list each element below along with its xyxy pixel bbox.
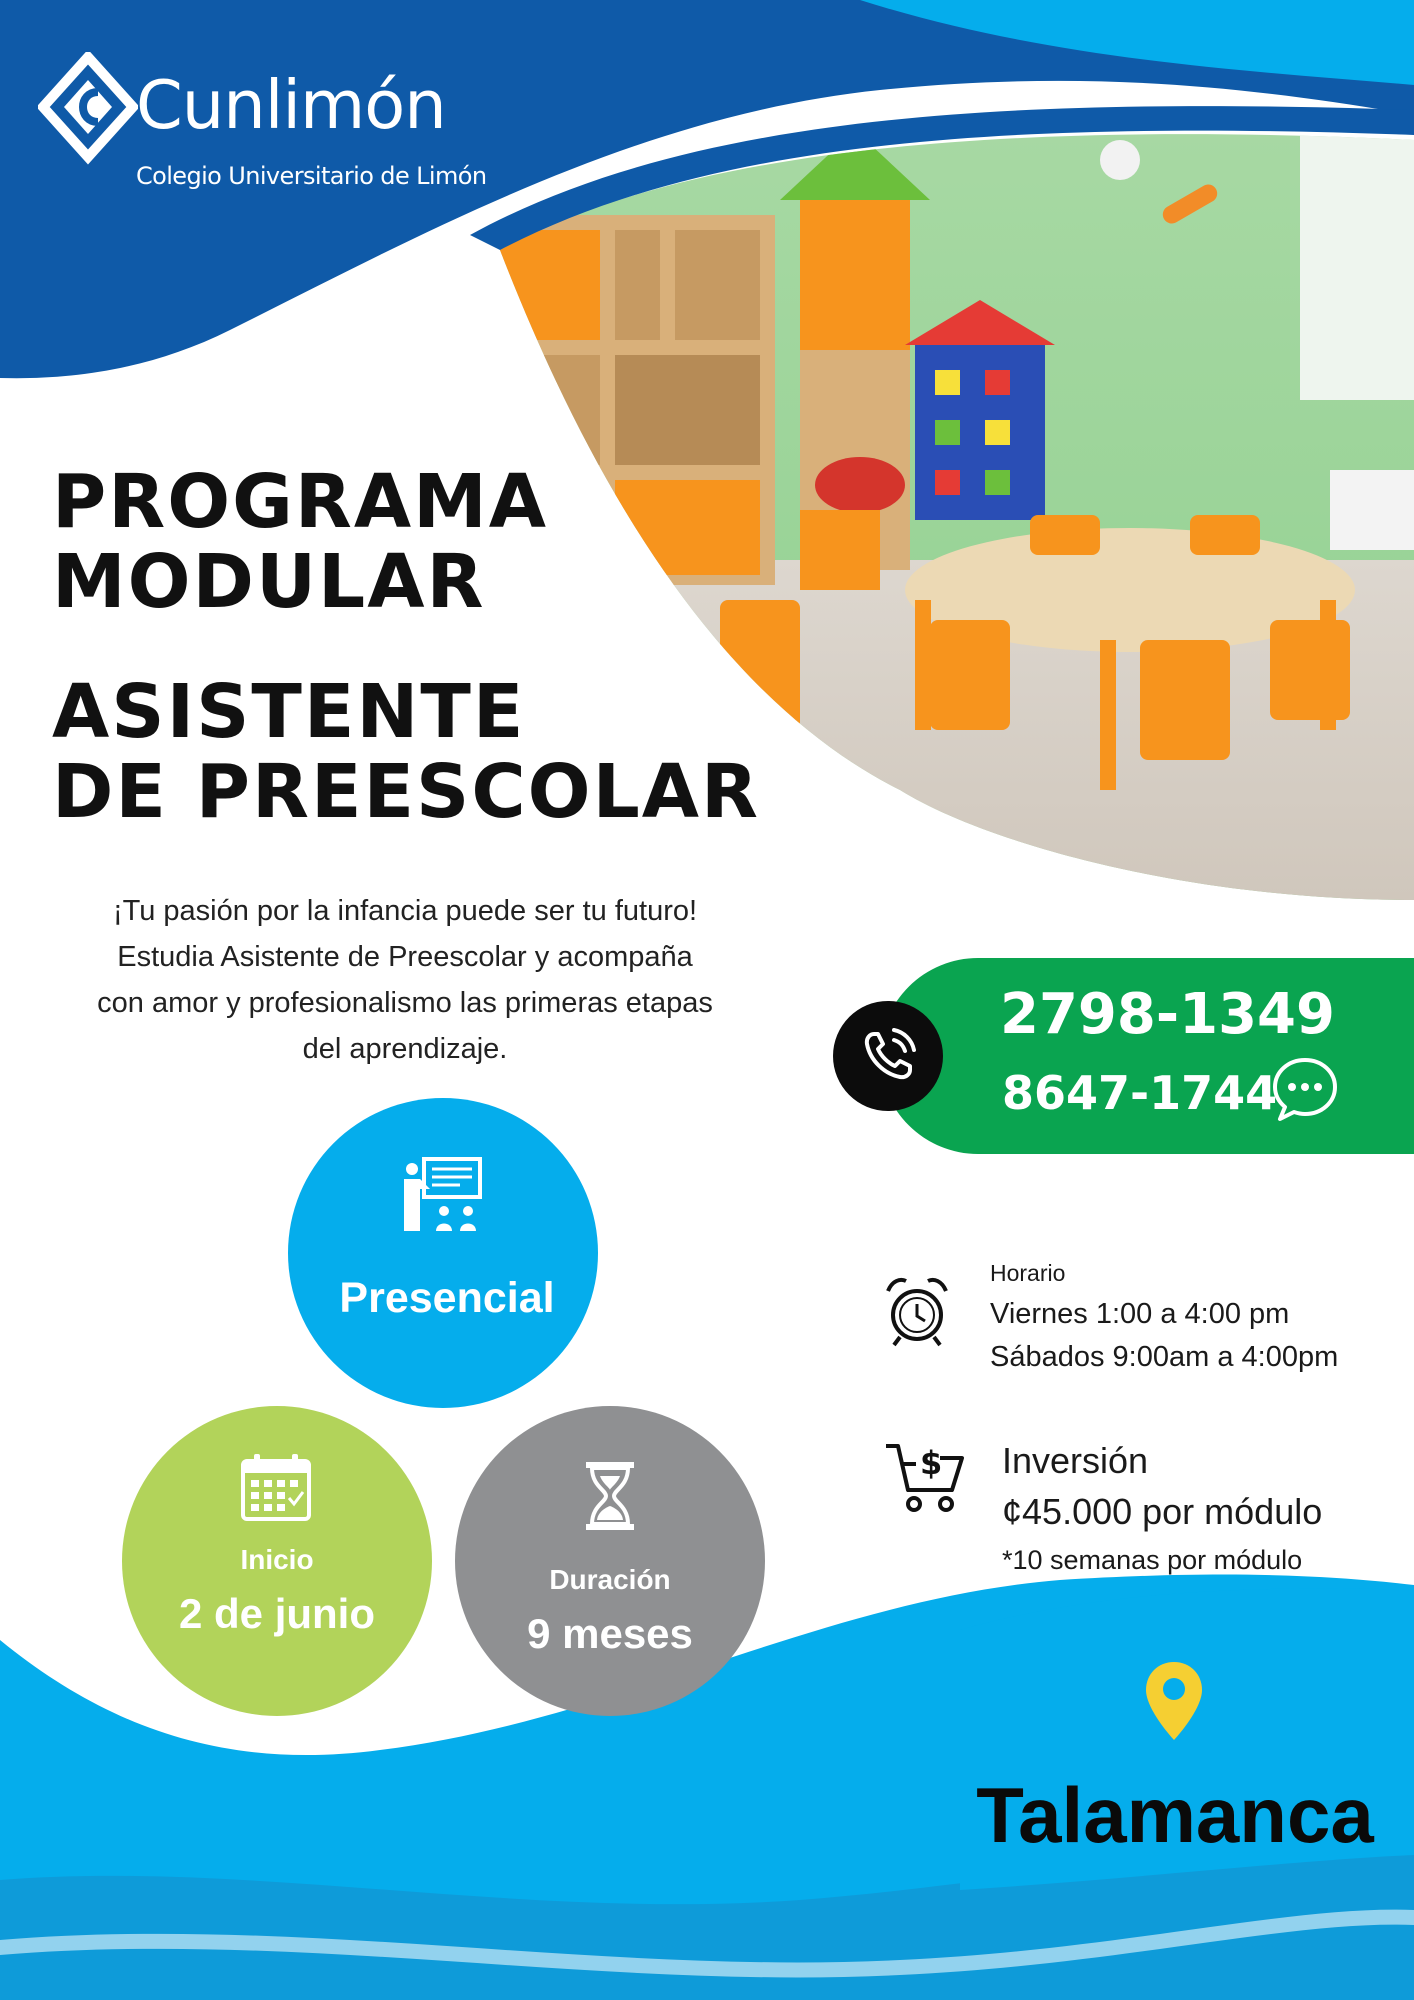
hourglass-icon <box>584 1460 636 1532</box>
modality-bubble <box>288 1098 598 1408</box>
course-title <box>52 669 760 835</box>
brand-logo <box>38 52 518 202</box>
phone-number-main[interactable]: 2798-1349 <box>1000 982 1335 1047</box>
brand-name: Cunlimón <box>136 66 446 144</box>
start-label: Inicio <box>240 1544 314 1575</box>
schedule-label: Horario <box>990 1260 1066 1286</box>
tagline-line4: del aprendizaje. <box>302 1033 508 1065</box>
brand-subtitle: Colegio Universitario de Limón <box>136 162 487 190</box>
investment-price: ¢45.000 por módulo <box>1002 1491 1323 1532</box>
tagline-line2: Estudia Asistente de Preescolar y acompaña <box>117 941 693 973</box>
start-date: 2 de junio <box>178 1590 375 1637</box>
investment-label: Inversión <box>1002 1440 1149 1481</box>
course-title-line1: ASISTENTE <box>52 669 526 755</box>
location-name: Talamanca <box>976 1771 1374 1859</box>
shopping-cart-dollar-icon <box>884 1438 966 1514</box>
program-title-line1: PROGRAMA <box>52 459 549 545</box>
course-title-line2: DE PREESCOLAR <box>52 749 760 835</box>
call-button[interactable] <box>833 1001 943 1111</box>
phone-call-icon <box>858 1026 918 1086</box>
duration-value: 9 meses <box>527 1610 693 1657</box>
schedule-saturday: Sábados 9:00am a 4:00pm <box>990 1341 1339 1373</box>
phone-number-whatsapp[interactable]: 8647-1744 <box>1002 1066 1278 1120</box>
modality-value: Presencial <box>339 1274 555 1322</box>
schedule-friday: Viernes 1:00 a 4:00 pm <box>990 1298 1290 1330</box>
alarm-clock-icon <box>884 1275 950 1347</box>
investment-note: *10 semanas por módulo <box>1002 1545 1303 1575</box>
tagline-line3: con amor y profesionalismo las primeras etapas <box>97 987 713 1019</box>
svg-text:$: $ <box>920 1444 943 1482</box>
program-title <box>52 459 549 625</box>
duration-label: Duración <box>549 1564 671 1595</box>
program-title-line2: MODULAR <box>52 539 486 625</box>
map-pin-icon <box>1144 1660 1204 1742</box>
teacher-board-icon <box>400 1155 484 1235</box>
tagline-line1: ¡Tu pasión por la infancia puede ser tu futuro! <box>112 895 698 927</box>
tagline <box>40 888 770 1072</box>
cunlimon-logo-mark-icon <box>38 52 138 182</box>
calendar-icon <box>240 1452 312 1522</box>
chat-bubble-icon <box>1270 1055 1340 1125</box>
duration-bubble <box>455 1406 765 1716</box>
